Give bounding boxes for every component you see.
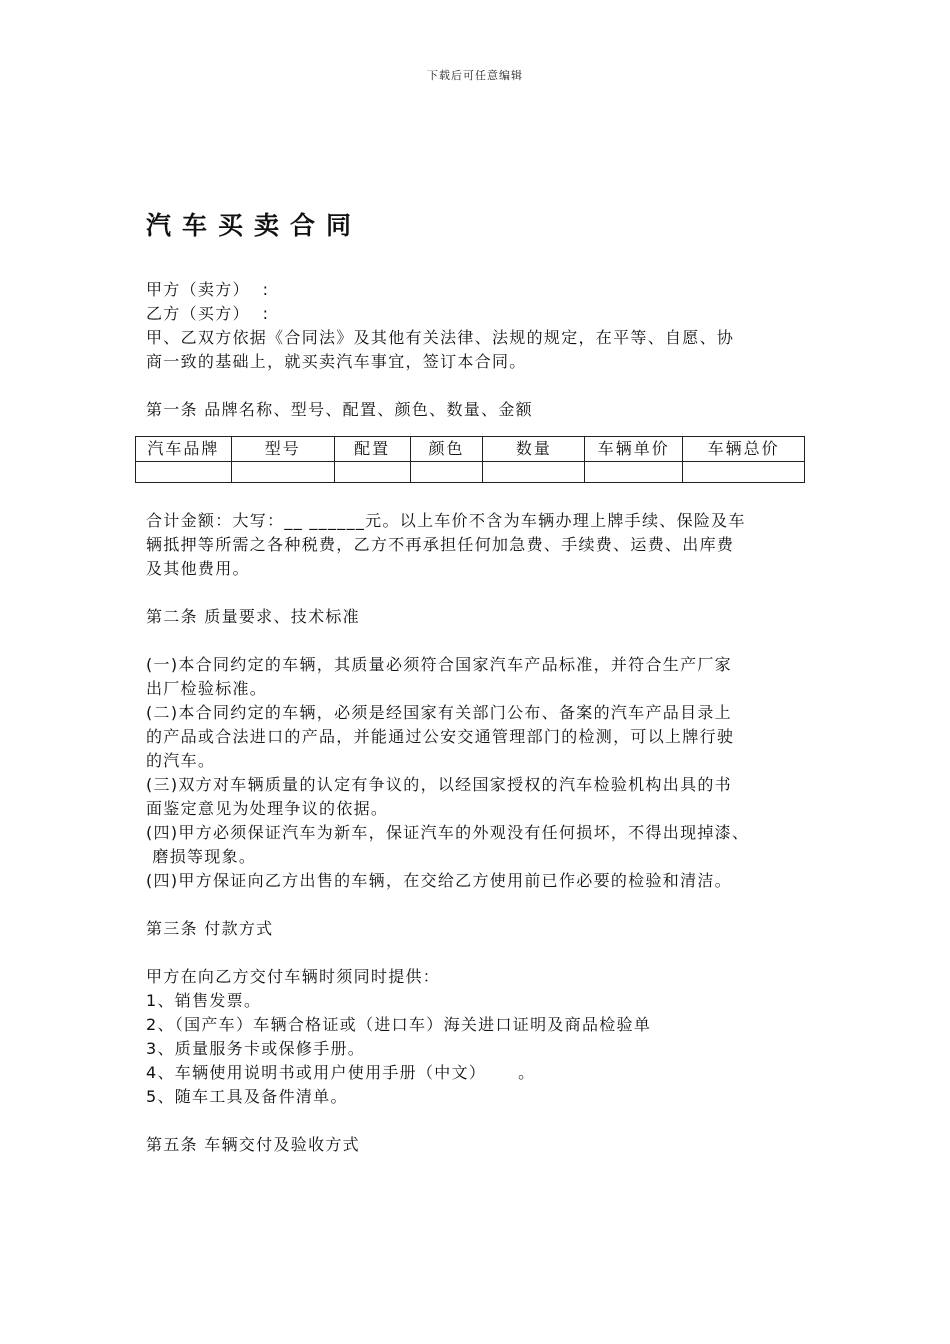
table-header-cell: 数量 bbox=[483, 437, 585, 462]
table-cell bbox=[231, 462, 334, 483]
table-cell bbox=[136, 462, 232, 483]
table-header-cell: 配置 bbox=[334, 437, 410, 462]
list-item: 1、销售发票。 bbox=[146, 991, 262, 1010]
table-cell bbox=[334, 462, 410, 483]
table-cell bbox=[683, 462, 805, 483]
table-cell bbox=[585, 462, 683, 483]
article2-heading: 第二条 质量要求、技术标准 bbox=[146, 607, 360, 626]
table-cell bbox=[483, 462, 585, 483]
list-item: 3、质量服务卡或保修手册。 bbox=[146, 1039, 366, 1058]
table-header-cell: 颜色 bbox=[410, 437, 483, 462]
total-amount-line: 辆抵押等所需之各种税费，乙方不再承担任何加急费、手续费、运费、出库费 bbox=[146, 535, 735, 554]
article2-line: (四)甲方保证向乙方出售的车辆，在交给乙方使用前已作必要的检验和清洁。 bbox=[146, 871, 732, 890]
article2-line: (一)本合同约定的车辆，其质量必须符合国家汽车产品标准，并符合生产厂家 bbox=[146, 655, 732, 674]
seller-line: 甲方（卖方） : bbox=[146, 280, 270, 299]
list-item: 4、车辆使用说明书或用户使用手册（中文） 。 bbox=[146, 1063, 536, 1082]
list-item: 5、随车工具及备件清单。 bbox=[146, 1087, 348, 1106]
header-note: 下载后可任意编辑 bbox=[427, 69, 523, 82]
table-header-cell: 型号 bbox=[231, 437, 334, 462]
document-title: 汽车买卖合同 bbox=[146, 211, 363, 240]
table-header-row bbox=[136, 437, 805, 462]
article3-intro: 甲方在向乙方交付车辆时须同时提供： bbox=[146, 967, 441, 986]
table-header-cell: 汽车品牌 bbox=[136, 437, 232, 462]
article2-line: 磨损等现象。 bbox=[146, 847, 257, 866]
article2-line: 的产品或合法进口的产品，并能通过公安交通管理部门的检测，可以上牌行驶 bbox=[146, 727, 735, 746]
article2-line: (三)双方对车辆质量的认定有争议的，以经国家授权的汽车检验机构出具的书 bbox=[146, 775, 732, 794]
intro-line: 甲、乙双方依据《合同法》及其他有关法律、法规的规定，在平等、自愿、协 bbox=[146, 328, 735, 347]
article3-heading: 第三条 付款方式 bbox=[146, 919, 274, 938]
article2-line: 的汽车。 bbox=[146, 751, 216, 770]
article1-heading: 第一条 品牌名称、型号、配置、颜色、数量、金额 bbox=[146, 400, 533, 419]
article5-heading: 第五条 车辆交付及验收方式 bbox=[146, 1135, 360, 1154]
total-amount-line: 及其他费用。 bbox=[146, 559, 250, 578]
total-amount-line: 合计金额：大写：__ ______元。以上车价不含为车辆办理上牌手续、保险及车 bbox=[146, 511, 746, 530]
vehicle-spec-table bbox=[135, 436, 805, 483]
article2-line: (四)甲方必须保证汽车为新车，保证汽车的外观没有任何损坏，不得出现掉漆、 bbox=[146, 823, 750, 842]
table-header-cell: 车辆单价 bbox=[585, 437, 683, 462]
list-item: 2、（国产车）车辆合格证或（进口车）海关进口证明及商品检验单 bbox=[146, 1015, 652, 1034]
article2-line: 面鉴定意见为处理争议的依据。 bbox=[146, 799, 389, 818]
document-body bbox=[146, 278, 826, 1157]
article2-line: (二)本合同约定的车辆，必须是经国家有关部门公布、备案的汽车产品目录上 bbox=[146, 703, 732, 722]
buyer-line: 乙方（买方） : bbox=[146, 304, 270, 323]
table-cell bbox=[410, 462, 483, 483]
table-header-cell: 车辆总价 bbox=[683, 437, 805, 462]
intro-line: 商一致的基础上，就买卖汽车事宜，签订本合同。 bbox=[146, 352, 527, 371]
table-row bbox=[136, 462, 805, 483]
article2-line: 出厂检验标准。 bbox=[146, 679, 268, 698]
